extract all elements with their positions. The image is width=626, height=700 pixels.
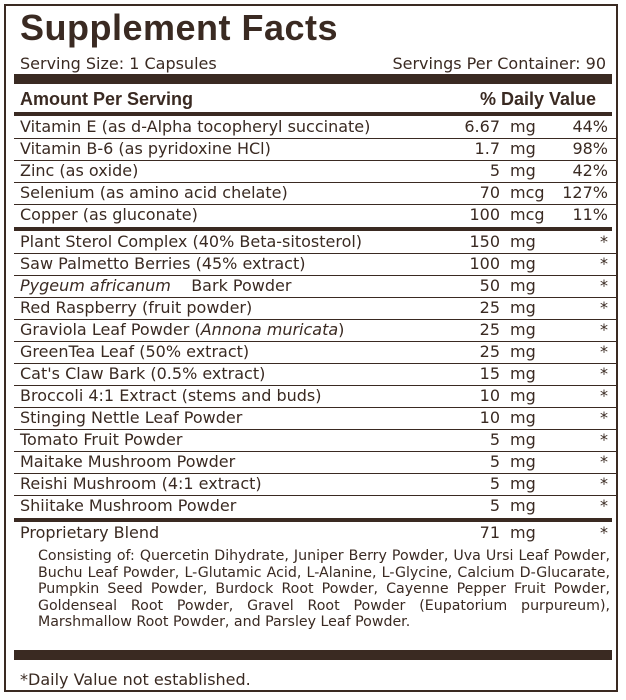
ingredient-unit: mg: [510, 320, 536, 339]
ingredient-name: Broccoli 4:1 Extract (stems and buds): [20, 386, 322, 405]
nutrient-name: Vitamin B-6 (as pyridoxine HCl): [20, 139, 271, 158]
ingredient-amount: 150: [469, 232, 500, 251]
ingredient-name: Reishi Mushroom (4:1 extract): [20, 474, 262, 493]
ingredient-amount: 5: [489, 430, 500, 449]
nutrient-dv: 42%: [572, 161, 608, 180]
nutrient-dv: 98%: [572, 139, 608, 158]
nutrient-amount: 70: [479, 183, 500, 202]
ingredient-name: Red Raspberry (fruit powder): [20, 298, 253, 317]
ingredient-amount: 5: [489, 474, 500, 493]
ingredient-unit: mg: [510, 496, 536, 515]
ingredient-unit: mg: [510, 276, 536, 295]
ingredient-row: [20, 231, 610, 253]
latin-name: Annona muricata: [200, 320, 339, 339]
ingredient-dv: *: [600, 496, 608, 515]
ingredient-name: [20, 275, 291, 297]
ingredient-row: [20, 451, 610, 473]
ingredient-amount: 50: [479, 276, 500, 295]
ingredient-name: Stinging Nettle Leaf Powder: [20, 408, 243, 427]
ingredient-amount: 5: [489, 496, 500, 515]
nutrient-unit: mcg: [510, 183, 545, 202]
nutrient-dv: 127%: [562, 183, 608, 202]
ingredient-part: Bark Powder: [191, 276, 292, 295]
ingredient-name: Tomato Fruit Powder: [20, 430, 183, 449]
panel-title: Supplement Facts: [20, 7, 339, 48]
ingredient-row: [20, 407, 610, 429]
blend-amount: 71: [479, 523, 500, 542]
ingredient-dv: *: [600, 298, 608, 317]
ingredient-row: [20, 385, 610, 407]
ingredient-unit: mg: [510, 408, 536, 427]
nutrient-dv: 44%: [572, 117, 608, 136]
nutrient-amount: 6.67: [464, 117, 500, 136]
column-header: [20, 88, 606, 110]
nutrient-row: [20, 160, 610, 182]
nutrient-row: [20, 182, 610, 204]
ingredient-dv: *: [600, 474, 608, 493]
ingredient-unit: mg: [510, 232, 536, 251]
ingredient-unit: mg: [510, 254, 536, 273]
ingredient-amount: 25: [479, 320, 500, 339]
nutrient-row: [20, 138, 610, 160]
blend-dv: *: [600, 523, 608, 542]
ingredient-unit: mg: [510, 386, 536, 405]
nutrient-name: Zinc (as oxide): [20, 161, 139, 180]
ingredient-dv: *: [600, 408, 608, 427]
nutrient-amount: 100: [469, 205, 500, 224]
nutrient-dv: 11%: [572, 205, 608, 224]
ingredient-row: [20, 363, 610, 385]
nutrient-name: Vitamin E (as d-Alpha tocopheryl succinate): [20, 117, 371, 136]
nutrient-amount: 5: [489, 161, 500, 180]
serving-info: [20, 54, 606, 74]
blend-description: Consisting of: Quercetin Dihydrate, Juniper Berry Powder, Uva Ursi Leaf Powder, Buchu Leaf Powder, L-Glutamic Acid, L-Alanine, L-Glycine, Calcium D-Glucarate, Pumpkin Seed Powder, Burdock Root Powder, Cayenne Pepper Fruit Powder, Goldenseal Root Powder, Gravel Root Powder (Eupatorium purpureum), Marshmallow Root Powder, and Parsley Leaf Powder.: [38, 548, 610, 630]
nutrient-amount: 1.7: [474, 139, 500, 158]
ingredient-dv: *: [600, 364, 608, 383]
nutrient-row: [20, 204, 610, 226]
ingredient-amount: 25: [479, 298, 500, 317]
ingredient-amount: 15: [479, 364, 500, 383]
ingredient-row: [20, 473, 610, 495]
ingredient-unit: mg: [510, 452, 536, 471]
nutrient-unit: mg: [510, 161, 536, 180]
nutrient-unit: mg: [510, 139, 536, 158]
supplement-facts-panel: [4, 4, 618, 692]
ingredient-amount: 10: [479, 408, 500, 427]
footnote: *Daily Value not established.: [20, 670, 251, 689]
ingredient-unit: mg: [510, 364, 536, 383]
ingredient-name: Saw Palmetto Berries (45% extract): [20, 254, 306, 273]
ingredient-name-post: ): [338, 320, 345, 339]
blend-row: [20, 522, 610, 544]
ingredient-unit: mg: [510, 474, 536, 493]
nutrient-name: Selenium (as amino acid chelate): [20, 183, 288, 202]
ingredient-name: Maitake Mushroom Powder: [20, 452, 236, 471]
ingredient-name-pre: Graviola Leaf Powder (: [20, 320, 201, 339]
nutrient-unit: mcg: [510, 205, 545, 224]
blend-unit: mg: [510, 523, 536, 542]
thick-divider: [14, 74, 612, 84]
amount-header: Amount Per Serving: [20, 89, 194, 109]
ingredient-dv: *: [600, 254, 608, 273]
ingredient-name: Shiitake Mushroom Powder: [20, 496, 237, 515]
latin-name: Pygeum africanum: [20, 276, 171, 295]
ingredient-name: Cat's Claw Bark (0.5% extract): [20, 364, 266, 383]
nutrient-name: Copper (as gluconate): [20, 205, 198, 224]
ingredient-row: [20, 297, 610, 319]
nutrient-row: [20, 116, 610, 138]
ingredient-dv: *: [600, 386, 608, 405]
ingredient-dv: *: [600, 452, 608, 471]
ingredient-name: Plant Sterol Complex (40% Beta-sitosterol): [20, 232, 363, 251]
ingredient-dv: *: [600, 320, 608, 339]
nutrient-unit: mg: [510, 117, 536, 136]
servings-per-container: Servings Per Container: 90: [392, 54, 606, 73]
ingredient-amount: 100: [469, 254, 500, 273]
ingredient-row: [20, 429, 610, 451]
ingredient-dv: *: [600, 276, 608, 295]
ingredient-name: [20, 319, 344, 341]
serving-size: Serving Size: 1 Capsules: [20, 54, 217, 73]
ingredient-unit: mg: [510, 430, 536, 449]
ingredient-row: [20, 319, 610, 341]
thick-divider: [14, 650, 612, 660]
ingredient-unit: mg: [510, 342, 536, 361]
ingredient-dv: *: [600, 342, 608, 361]
dv-header: % Daily Value: [479, 89, 596, 109]
ingredient-dv: *: [600, 430, 608, 449]
ingredient-amount: 25: [479, 342, 500, 361]
ingredient-dv: *: [600, 232, 608, 251]
ingredient-amount: 10: [479, 386, 500, 405]
ingredient-row: [20, 253, 610, 275]
ingredient-amount: 5: [489, 452, 500, 471]
ingredient-row: [20, 341, 610, 363]
ingredient-row: [20, 275, 610, 297]
ingredient-unit: mg: [510, 298, 536, 317]
blend-name: Proprietary Blend: [20, 523, 160, 542]
ingredient-row: [20, 495, 610, 517]
ingredient-name: GreenTea Leaf (50% extract): [20, 342, 250, 361]
